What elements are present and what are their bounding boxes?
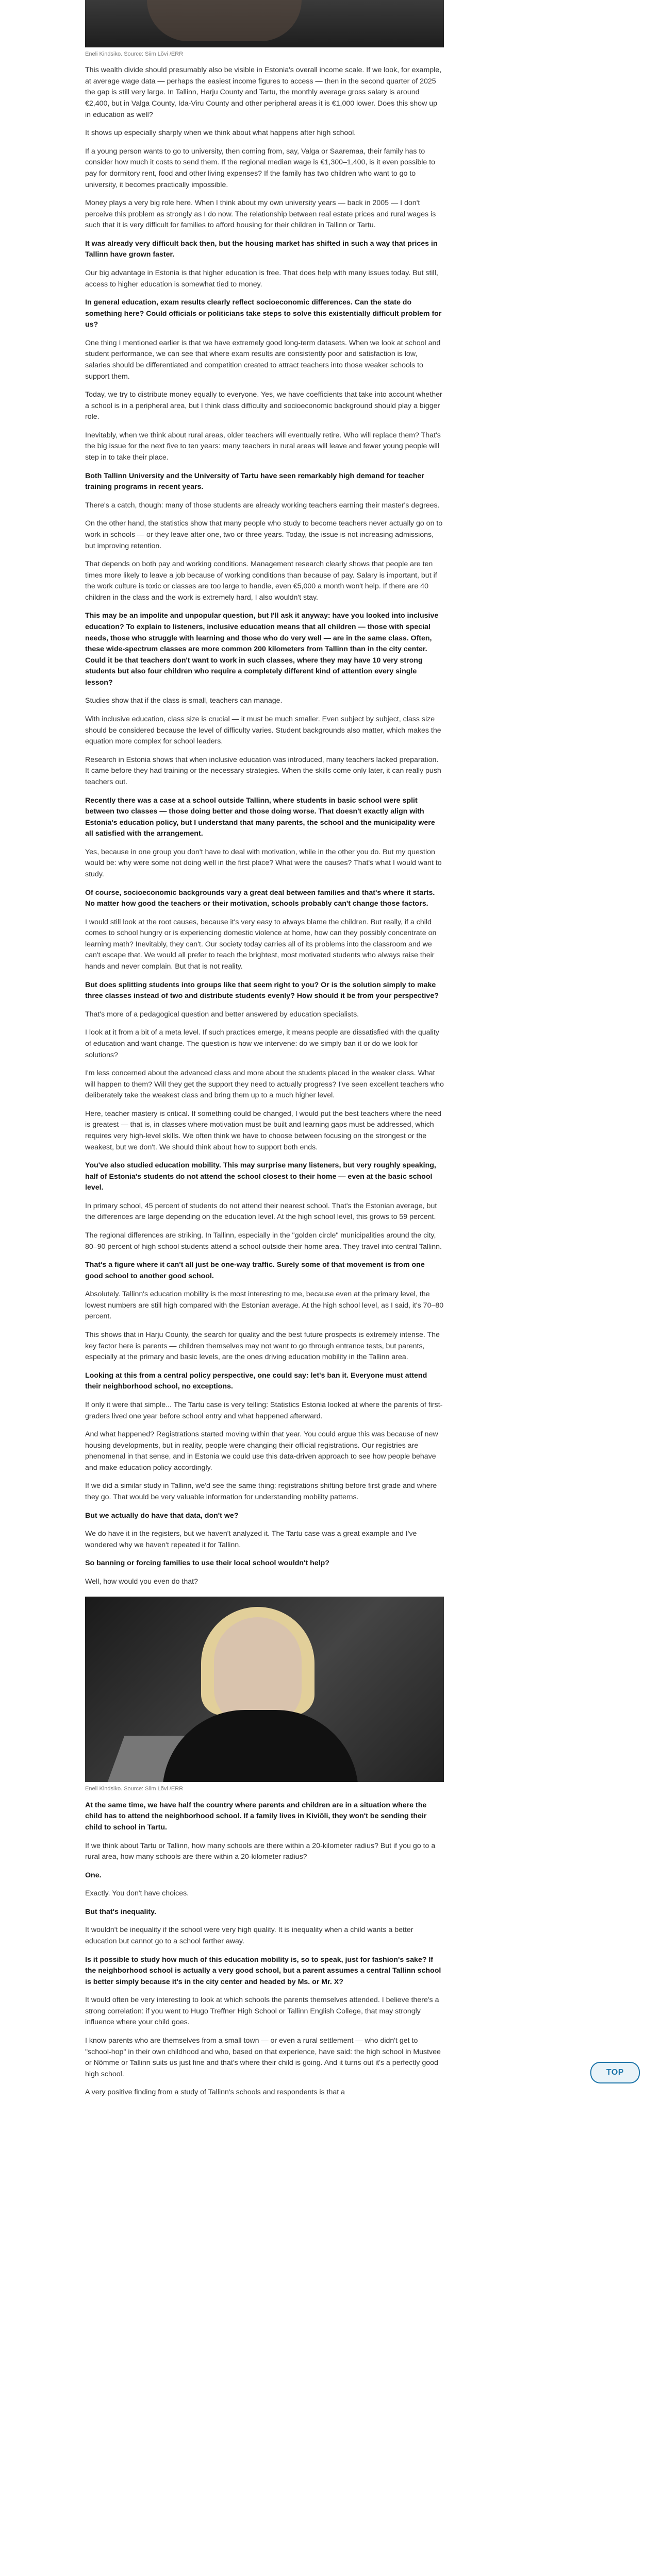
interview-answer: If a young person wants to go to university, then coming from, say, Valga or Saaremaa, their family has to consider how much it costs to send them. If the regional median wage is €1,300–1,400, is it even possible to pay for dormitory rent, food and other living expenses? If the family has two children who want to go to university, it becomes practically impossible. xyxy=(85,147,436,189)
interview-answer: If we did a similar study in Tallinn, we'd see the same thing: registrations shifting before first grade and where they go. That would be very valuable information for understanding mobility patterns. xyxy=(85,1482,437,1501)
interview-answer: Here, teacher mastery is critical. If something could be changed, I would put the best teachers where the need is greatest — that is, in classes where motivation must be built and learning gaps must be addressed, which requires very high-level skills. We often think we have to choose between focusing on the strongest or the weakest, but we don't. We should think about how to support both ends. xyxy=(85,1109,441,1151)
interview-answer: Inevitably, when we think about rural areas, older teachers will eventually retire. Who will replace them? That's the big issue for the next five to ten years: many teachers in rural areas will leave and fewer young people will step in to take their place. xyxy=(85,431,441,462)
interview-answer: This shows that in Harju County, the search for quality and the best future prospects is extremely intense. The key factor here is parents — children themselves may not want to go through entrance tests, but parents, especially at the primary and basic levels, are the ones driving education mobility in the Tallinn area. xyxy=(85,1331,440,1362)
interview-answer: Exactly. You don't have choices. xyxy=(85,1889,189,1898)
interview-answer: There's a catch, though: many of those students are already working teachers earning their master's degrees. xyxy=(85,501,440,510)
interview-answer: I know parents who are themselves from a small town — or even a rural settlement — who didn't get to "school-hop" in their own childhood and who, based on that experience, have said: the high school in Mustvee or Nõmme or Tallinn suits us just fine and that's where their child is going. And it turns out it's a perfectly good high school. xyxy=(85,2037,441,2078)
interview-question: At the same time, we have half the country where parents and children are in a situation where the child has to attend the neighborhood school. If a family lives in Kiviõli, they won't be sending their child to school in Tartu. xyxy=(85,1801,427,1832)
interview-question: Of course, socioeconomic backgrounds vary a great deal between families and that's where it starts. No matter how good the teachers or their motivation, schools probably can't change those factors. xyxy=(85,888,435,908)
photo-caption: Eneli Kindsiko. Source: Siim Lõvi /ERR xyxy=(85,1786,184,1792)
interview-answer: In primary school, 45 percent of students do not attend their nearest school. That's the Estonian average, but the differences are large depending on the education level. At the high school level, this grows to 59 percent. xyxy=(85,1201,437,1222)
article-body-part-1 xyxy=(85,65,444,1587)
interview-answer: It shows up especially sharply when we think about what happens after high school. xyxy=(85,129,356,138)
interview-question: Both Tallinn University and the University of Tartu have seen remarkably high demand for teacher training programs in recent years. xyxy=(85,471,424,492)
interview-question: Looking at this from a central policy perspective, one could say: let's ban it. Everyone must attend their neighborhood school, no exceptions. xyxy=(85,1371,427,1391)
interview-answer: And what happened? Registrations started moving within that year. You could argue this was because of new housing developments, but in reality, people were changing their official registrations. Our registries are phenomenal in that sense, and in Estonia we could use this data-driven approach to see how people behave and make education policy accordingly. xyxy=(85,1430,438,1472)
interview-answer: A very positive finding from a study of Tallinn's schools and respondents is that a xyxy=(85,2088,345,2097)
interview-question: But that's inequality. xyxy=(85,1907,156,1916)
interview-question: It was already very difficult back then, but the housing market has shifted in such a way that prices in Tallinn have grown faster. xyxy=(85,239,438,259)
article-body-part-2 xyxy=(85,1800,444,2098)
interview-question: Recently there was a case at a school outside Tallinn, where students in basic school were split between two classes — those doing better and those doing worse. That doesn't exactly align with Estonia's education policy, but I understand that many parents, the school and the municipality were all satisfied with the arrangement. xyxy=(85,796,435,838)
interview-answer: I would still look at the root causes, because it's very easy to always blame the children. But really, if a child comes to school hungry or is experiencing domestic violence at home, how can they possibly concentrate on learning math? Inevitably, they can't. Our society today carries all of its problems into the classroom and we can't escape that. We would all prefer to teach the brightest, most motivated students who always raise their hands and never complain. But that is not reality. xyxy=(85,918,437,971)
interview-answer: Research in Estonia shows that when inclusive education was introduced, many teachers lacked preparation. It came before they had training or the necessary strategies. When the skills come only later, it can really push teachers out. xyxy=(85,755,441,786)
interview-question: That's a figure where it can't all just be one-way traffic. Surely some of that movement is from one good school to another good school. xyxy=(85,1261,425,1280)
interview-answer: Absolutely. Tallinn's education mobility is the most interesting to me, because even at the primary level, the lowest numbers are still high compared with the Estonian average. At the high school level, as I said, it's 70–80 percent. xyxy=(85,1290,444,1321)
interview-question: This may be an impolite and unpopular question, but I'll ask it anyway: have you looked into inclusive education? To explain to listeners, inclusive education means that all children — those with special needs, those who struggle with learning and those who do very well — are in the same class. Often, these wide-spectrum classes are more common 200 kilometers from Tallinn than in the city center. Could it be that teachers don't want to work in such classes, where they may have 10 very strong students but also four children who require a completely different kind of attention every single lesson? xyxy=(85,612,439,687)
interview-answer: This wealth divide should presumably also be visible in Estonia's overall income scale. If we look, for example, at average wage data — perhaps the easiest income figures to access — then in the second quarter of 2025 the gap is still very large. In Tallinn, Harju County and Tartu, the monthly average gross salary is around €2,400, but in Valga County, Ida-Viru County and other peripheral areas it is €1,000 lower. Does this show up in education as well? xyxy=(85,66,442,119)
interview-question: You've also studied education mobility. This may surprise many listeners, but very roughly speaking, half of Estonia's students do not attend the school closest to their home — even at the basic school level. xyxy=(85,1161,436,1192)
interview-answer: It would often be very interesting to look at which schools the parents themselves attended. I believe there's a strong correlation: if you went to Hugo Treffner High School or Tallinn English College, that may strongly influence where your child goes. xyxy=(85,1996,439,2027)
interview-answer: Money plays a very big role here. When I think about my own university years — back in 2005 — I don't perceive this problem as strongly as I do now. The relationship between real estate prices and rural wages is such that it is very difficult for families to afford housing for their children in Tallinn or Tartu. xyxy=(85,199,436,230)
interview-answer: Today, we try to distribute money equally to everyone. Yes, we have coefficients that take into account whether a school is in a peripheral area, but I think class difficulty and socioeconomic background should play a bigger role. xyxy=(85,391,442,421)
article xyxy=(85,0,444,2106)
article-photo xyxy=(85,0,444,47)
interview-answer: If only it were that simple... The Tartu case is very telling: Statistics Estonia looked at where the parents of first-graders lived one year before school entry and what happened afterward. xyxy=(85,1400,443,1420)
interview-answer: On the other hand, the statistics show that many people who study to become teachers never actually go on to work in schools — or they leave after one, two or three years. Today, the issue is not increasing admissions, but improving retention. xyxy=(85,519,443,550)
interview-question: One. xyxy=(85,1871,102,1879)
interview-answer: We do have it in the registers, but we haven't analyzed it. The Tartu case was a great example and I've wondered why we haven't repeated it for Tallinn. xyxy=(85,1530,417,1549)
interview-answer: Studies show that if the class is small, teachers can manage. xyxy=(85,697,283,705)
article-photo xyxy=(85,1597,444,1782)
interview-answer: The regional differences are striking. In Tallinn, especially in the "golden circle" municipalities around the city, 80–90 percent of high school students attend a school outside their home area. They travel into central Tallinn. xyxy=(85,1231,442,1251)
interview-question: In general education, exam results clearly reflect socioeconomic differences. Can the state do something here? Could officials or politicians take steps to solve this existentially difficult problem for us? xyxy=(85,298,442,329)
interview-answer: That's more of a pedagogical question and better answered by education specialists. xyxy=(85,1010,359,1019)
interview-answer: I'm less concerned about the advanced class and more about the students placed in the weaker class. What will happen to them? Will they get the support they need to actually progress? I've seen excellent teachers who deliberately take the weakest class and bring them up to a much higher level. xyxy=(85,1069,444,1100)
interview-question: So banning or forcing families to use their local school wouldn't help? xyxy=(85,1559,329,1568)
interview-answer: That depends on both pay and working conditions. Management research clearly shows that people are ten times more likely to leave a job because of working conditions than because of pay. Salary is important, but if the work culture is toxic or classes are too large to handle, even €5,000 a month won't help. If there are 40 children in the class and the work is extremely hard, I also wouldn't stay. xyxy=(85,560,437,602)
interview-question: But we actually do have that data, don't we? xyxy=(85,1511,239,1520)
back-to-top-button[interactable]: TOP xyxy=(590,2062,640,2083)
interview-answer: It wouldn't be inequality if the school were very high quality. It is inequality when a child wants a better education but cannot go to a school farther away. xyxy=(85,1926,413,1945)
interview-answer: Yes, because in one group you don't have to deal with motivation, while in the other you do. But my question would be: why were some not doing well in the first place? What were the causes? That's what I would want to study. xyxy=(85,848,442,878)
interview-answer: Well, how would you even do that? xyxy=(85,1577,198,1586)
interview-question: Is it possible to study how much of this education mobility is, so to speak, just for fashion's sake? If the neighborhood school is actually a very good school, but a parent assumes a central Tallinn school is better simply because it's in the city center and headed by Ms. or Mr. X? xyxy=(85,1955,441,1986)
interview-answer: I look at it from a bit of a meta level. If such practices emerge, it means people are dissatisfied with the quality of education and want change. The question is how we intervene: do we simply ban it or do we look for solutions? xyxy=(85,1028,439,1059)
interview-answer: If we think about Tartu or Tallinn, how many schools are there within a 20-kilometer radius? But if you go to a rural area, how many schools are there within a 20-kilometer radius? xyxy=(85,1841,436,1861)
interview-answer: Our big advantage in Estonia is that higher education is free. That does help with many issues today. But still, access to higher education is somewhat tied to money. xyxy=(85,268,438,289)
interview-answer: One thing I mentioned earlier is that we have extremely good long-term datasets. When we look at school and student performance, we can see that where exam results are consistently poor and satisfaction is low, salaries should be differentiated and competition created to attract teachers into those weaker schools to support them. xyxy=(85,338,441,381)
photo-caption: Eneli Kindsiko. Source: Siim Lõvi /ERR xyxy=(85,51,184,57)
interview-question: But does splitting students into groups like that seem right to you? Or is the solution simply to make three classes instead of two and distribute students evenly? How should it be from your perspective? xyxy=(85,980,439,1001)
interview-answer: With inclusive education, class size is crucial — it must be much smaller. Even subject by subject, class size should be considered because the level of difficulty varies. Student backgrounds also matter, which makes the equation more complex for school leaders. xyxy=(85,715,441,746)
